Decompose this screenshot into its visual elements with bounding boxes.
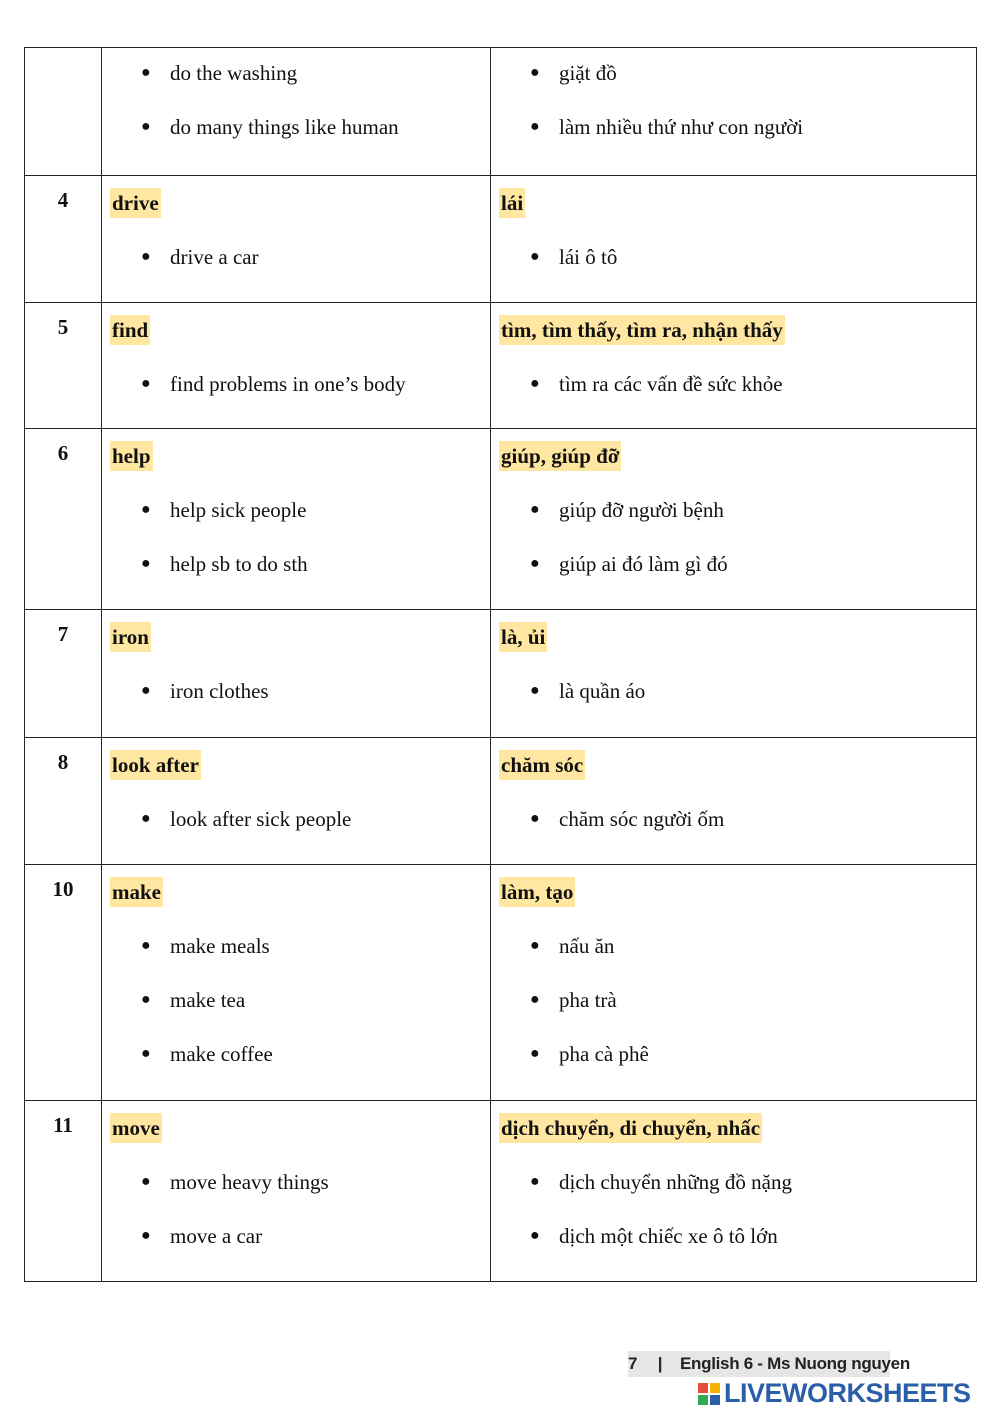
bullet-icon: ● [530, 937, 540, 954]
row-number: 8 [25, 738, 102, 865]
list-item [499, 549, 968, 579]
row-number: 4 [25, 176, 102, 303]
list-item [499, 369, 968, 399]
liveworksheets-text: LIVEWORKSHEETS [724, 1378, 971, 1408]
bullet-icon: ● [530, 682, 540, 699]
english-cell [102, 303, 491, 429]
list-item [110, 242, 482, 272]
example-text: giặt đồ [559, 61, 617, 85]
example-text: move a car [170, 1224, 263, 1248]
table-row [25, 429, 977, 610]
example-text: make meals [170, 934, 270, 958]
bullet-icon: ● [530, 810, 540, 827]
bullet-icon: ● [141, 991, 151, 1008]
example-text: find problems in one’s body [170, 372, 406, 396]
bullet-icon: ● [530, 1173, 540, 1190]
table-row [25, 1101, 977, 1282]
example-text: pha cà phê [559, 1042, 649, 1066]
bullet-icon: ● [141, 64, 151, 81]
example-text: pha trà [559, 988, 617, 1012]
bullet-icon: ● [530, 991, 540, 1008]
bullet-icon: ● [530, 64, 540, 81]
example-list [110, 804, 482, 834]
english-headword: make [110, 877, 163, 907]
list-item [499, 1167, 968, 1197]
vietnamese-cell [491, 176, 977, 303]
vietnamese-meaning: lái [499, 188, 525, 218]
list-item [110, 549, 482, 579]
list-item [110, 931, 482, 961]
example-list [499, 369, 968, 399]
vietnamese-meaning: chăm sóc [499, 750, 585, 780]
list-item [110, 985, 482, 1015]
list-item [499, 1221, 968, 1251]
list-item [110, 369, 482, 399]
example-list [499, 1167, 968, 1251]
bullet-icon: ● [141, 118, 151, 135]
example-list [499, 804, 968, 834]
example-text: dịch chuyển những đồ nặng [559, 1170, 792, 1194]
list-item [110, 112, 482, 142]
bullet-icon: ● [141, 937, 151, 954]
list-item [499, 112, 968, 142]
bullet-icon: ● [141, 375, 151, 392]
example-text: help sb to do sth [170, 552, 308, 576]
english-cell [102, 48, 491, 176]
example-text: make tea [170, 988, 246, 1012]
vietnamese-cell [491, 429, 977, 610]
english-headword: move [110, 1113, 162, 1143]
example-text: lái ô tô [559, 245, 618, 269]
list-item [110, 804, 482, 834]
example-list [499, 495, 968, 579]
example-list [499, 242, 968, 272]
english-headword: help [110, 441, 153, 471]
bullet-icon: ● [141, 1173, 151, 1190]
bullet-icon: ● [530, 1045, 540, 1062]
english-cell [102, 865, 491, 1101]
list-item [499, 58, 968, 88]
example-list [110, 676, 482, 706]
example-text: look after sick people [170, 807, 352, 831]
example-text: làm nhiều thứ như con người [559, 115, 804, 139]
example-text: giúp đỡ người bệnh [559, 498, 724, 522]
example-list [499, 931, 968, 1069]
example-list [110, 495, 482, 579]
footer-separator: | [657, 1354, 663, 1373]
list-item [110, 1167, 482, 1197]
english-headword: drive [110, 188, 161, 218]
bullet-icon: ● [141, 555, 151, 572]
vietnamese-meaning: là, ủi [499, 622, 547, 652]
row-number: 7 [25, 610, 102, 738]
example-list [110, 242, 482, 272]
bullet-icon: ● [141, 682, 151, 699]
example-text: giúp ai đó làm gì đó [559, 552, 728, 576]
bullet-icon: ● [141, 1045, 151, 1062]
example-text: make coffee [170, 1042, 273, 1066]
example-text: do many things like human [170, 115, 399, 139]
example-list [499, 58, 968, 142]
vietnamese-cell [491, 303, 977, 429]
english-cell [102, 429, 491, 610]
list-item [499, 495, 968, 525]
example-text: nấu ăn [559, 934, 615, 958]
example-text: drive a car [170, 245, 259, 269]
footer-text: English 6 - Ms Nuong nguyen [680, 1354, 910, 1373]
bullet-icon: ● [530, 118, 540, 135]
example-text: help sick people [170, 498, 307, 522]
example-text: chăm sóc người ốm [559, 807, 725, 831]
example-text: do the washing [170, 61, 298, 85]
table-row [25, 303, 977, 429]
list-item [499, 676, 968, 706]
list-item [499, 931, 968, 961]
example-list [499, 676, 968, 706]
table-row [25, 738, 977, 865]
page-number: 7 [628, 1354, 638, 1373]
vietnamese-cell [491, 48, 977, 176]
row-number: 10 [25, 865, 102, 1101]
liveworksheets-branding[interactable] [698, 1378, 994, 1410]
example-text: là quần áo [559, 679, 646, 703]
english-cell [102, 176, 491, 303]
list-item [110, 1039, 482, 1069]
example-text: move heavy things [170, 1170, 329, 1194]
english-headword: find [110, 315, 150, 345]
row-number: 11 [25, 1101, 102, 1282]
example-list [110, 58, 482, 142]
vietnamese-cell [491, 865, 977, 1101]
example-text: tìm ra các vấn đề sức khỏe [559, 372, 783, 396]
example-text: dịch một chiếc xe ô tô lớn [559, 1224, 778, 1248]
example-list [110, 931, 482, 1069]
list-item [499, 985, 968, 1015]
list-item [110, 58, 482, 88]
list-item [110, 495, 482, 525]
english-cell [102, 1101, 491, 1282]
english-headword: iron [110, 622, 151, 652]
example-text: iron clothes [170, 679, 269, 703]
bullet-icon: ● [141, 810, 151, 827]
vietnamese-cell [491, 1101, 977, 1282]
bullet-icon: ● [530, 248, 540, 265]
vietnamese-cell [491, 610, 977, 738]
table-row [25, 865, 977, 1101]
vietnamese-meaning: dịch chuyển, di chuyển, nhấc [499, 1113, 762, 1143]
bullet-icon: ● [530, 555, 540, 572]
english-headword: look after [110, 750, 201, 780]
row-number: 5 [25, 303, 102, 429]
list-item [499, 804, 968, 834]
example-list [110, 369, 482, 399]
example-list [110, 1167, 482, 1251]
bullet-icon: ● [141, 1227, 151, 1244]
list-item [499, 242, 968, 272]
vietnamese-meaning: giúp, giúp đỡ [499, 441, 621, 471]
liveworksheets-logo-icon [698, 1382, 722, 1406]
vocabulary-table [24, 47, 977, 1282]
bullet-icon: ● [530, 501, 540, 518]
table-row [25, 48, 977, 176]
bullet-icon: ● [530, 375, 540, 392]
list-item [110, 676, 482, 706]
bullet-icon: ● [141, 248, 151, 265]
vietnamese-cell [491, 738, 977, 865]
table-row [25, 176, 977, 303]
bullet-icon: ● [141, 501, 151, 518]
page-footer [628, 1351, 910, 1377]
row-number: 6 [25, 429, 102, 610]
english-cell [102, 610, 491, 738]
list-item [499, 1039, 968, 1069]
bullet-icon: ● [530, 1227, 540, 1244]
list-item [110, 1221, 482, 1251]
english-cell [102, 738, 491, 865]
vietnamese-meaning: tìm, tìm thấy, tìm ra, nhận thấy [499, 315, 785, 345]
table-row [25, 610, 977, 738]
vietnamese-meaning: làm, tạo [499, 877, 575, 907]
row-number [25, 48, 102, 176]
